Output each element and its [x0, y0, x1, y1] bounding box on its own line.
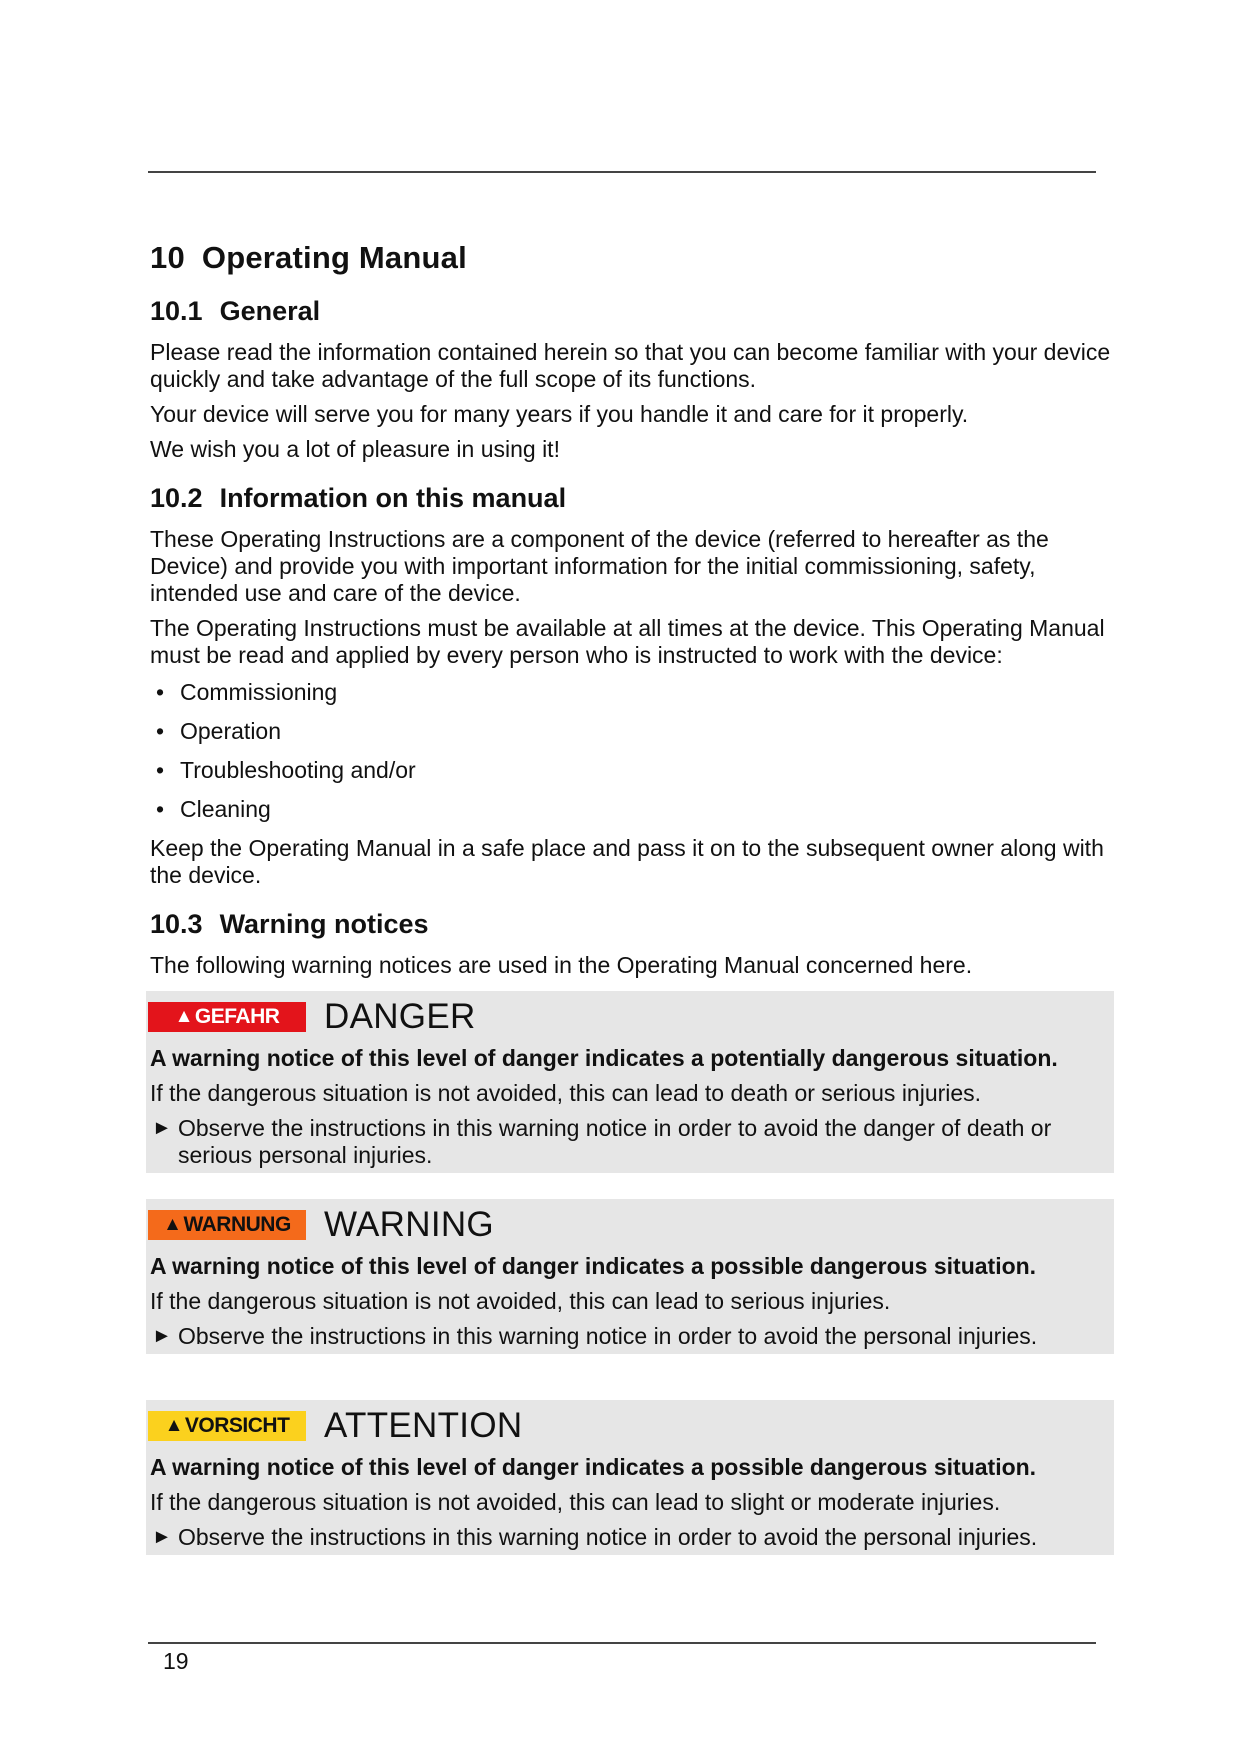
footer-rule	[148, 1642, 1096, 1644]
section-general	[150, 296, 1120, 463]
paragraph: Please read the information contained herein so that you can become familiar with your device quickly and take advantage of the full scope of its functions.	[150, 339, 1111, 392]
danger-notice	[146, 991, 1114, 1173]
section-title: General	[219, 296, 321, 326]
notice-lead: A warning notice of this level of danger indicates a possible dangerous situation.	[150, 1454, 1037, 1480]
notice-lead: A warning notice of this level of danger indicates a potentially dangerous situation.	[150, 1045, 1058, 1071]
notice-action	[150, 1323, 1114, 1354]
notice-action	[150, 1524, 1114, 1555]
arrow-right-icon: ►	[152, 1117, 172, 1139]
notice-header	[150, 991, 1114, 1039]
danger-badge	[148, 1002, 306, 1032]
chapter-title: Operating Manual	[201, 240, 467, 275]
badge-label: WARNUNG	[183, 1213, 291, 1236]
warning-triangle-icon: ▲	[174, 1006, 193, 1027]
notice-description: If the dangerous situation is not avoided, this can lead to death or serious injuries.	[150, 1080, 982, 1106]
section-number: 10.1	[150, 296, 203, 326]
bullet-list	[150, 679, 1120, 823]
badge-label: VORSICHT	[184, 1414, 290, 1437]
list-item: • Cleaning	[150, 796, 1120, 823]
badge-label: GEFAHR	[194, 1005, 280, 1028]
section-number: 10.3	[150, 909, 203, 939]
chapter-number: 10	[150, 240, 185, 275]
list-item: • Troubleshooting and/or	[150, 757, 1120, 784]
caution-badge	[148, 1411, 306, 1441]
notice-lead: A warning notice of this level of danger indicates a possible dangerous situation.	[150, 1253, 1037, 1279]
notice-action-text: Observe the instructions in this warning notice in order to avoid the personal injuries.	[178, 1323, 1038, 1349]
notice-action-text: Observe the instructions in this warning notice in order to avoid the danger of death or serious personal injuries.	[178, 1115, 1052, 1168]
warning-triangle-icon: ▲	[164, 1415, 183, 1436]
paragraph: The following warning notices are used in the Operating Manual concerned here.	[150, 952, 973, 978]
notice-description: If the dangerous situation is not avoided, this can lead to serious injuries.	[150, 1288, 891, 1314]
warning-notice	[146, 1199, 1114, 1354]
paragraph: Your device will serve you for many years if you handle it and care for it properly.	[150, 401, 969, 427]
attention-notice	[146, 1400, 1114, 1555]
page-content	[150, 240, 1120, 1575]
paragraph: These Operating Instructions are a component of the device (referred to hereafter as the Device) and provide you with important information for the initial commissioning, safety, intended use and care of the device.	[150, 526, 1049, 606]
section-title: Information on this manual	[219, 483, 567, 513]
section-number: 10.2	[150, 483, 203, 513]
warning-badge	[148, 1210, 306, 1240]
notice-header	[150, 1199, 1114, 1247]
arrow-right-icon: ►	[152, 1526, 172, 1548]
section-information-on-manual	[150, 483, 1120, 889]
header-rule	[148, 171, 1096, 173]
arrow-right-icon: ►	[152, 1325, 172, 1347]
notice-title: DANGER	[324, 997, 476, 1036]
list-item: • Operation	[150, 718, 1120, 745]
section-heading	[150, 296, 1120, 327]
paragraph: The Operating Instructions must be available at all times at the device. This Operating Manual must be read and applied by every person who is instructed to work with the device:	[150, 615, 1105, 668]
section-title: Warning notices	[219, 909, 429, 939]
section-warning-notices	[150, 909, 1120, 1555]
section-heading	[150, 909, 1120, 940]
notice-title: WARNING	[324, 1205, 494, 1244]
paragraph: We wish you a lot of pleasure in using it!	[150, 436, 560, 462]
notice-header	[150, 1400, 1114, 1448]
notice-title: ATTENTION	[324, 1406, 523, 1445]
list-item: • Commissioning	[150, 679, 1120, 706]
chapter-heading	[150, 240, 1120, 276]
notice-action	[150, 1115, 1114, 1173]
notice-action-text: Observe the instructions in this warning notice in order to avoid the personal injuries.	[178, 1524, 1038, 1550]
notice-description: If the dangerous situation is not avoided, this can lead to slight or moderate injuries.	[150, 1489, 1001, 1515]
page-number: 19	[163, 1648, 189, 1674]
section-heading	[150, 483, 1120, 514]
paragraph: Keep the Operating Manual in a safe place and pass it on to the subsequent owner along with the device.	[150, 835, 1104, 888]
warning-triangle-icon: ▲	[163, 1214, 182, 1235]
